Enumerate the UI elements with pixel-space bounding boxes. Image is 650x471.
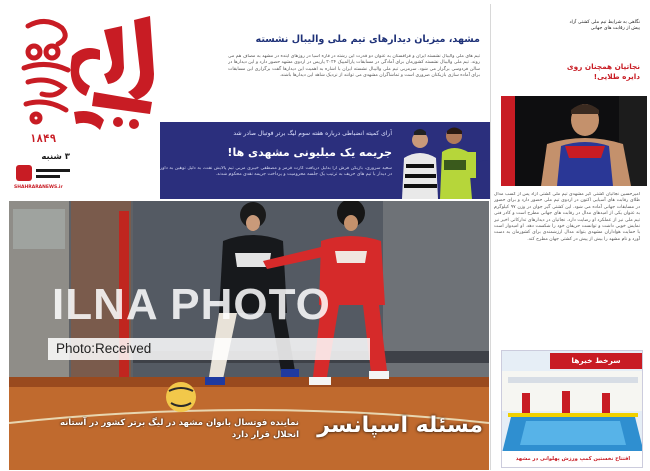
wrestling-intro: نگاهی به شرایط تیم ملی کشتی آزاد پیش از رقابت های جهانی [569,20,640,32]
top-story-body: تیم های ملی والیبال نشسته ایران و قزاقستان به عنوان دو قدرت این رشته در قاره آسیا در روزهای آینده در مشهد به مصاف هم می روند. تیم ملی والیبال نشسته کشورمان برای آمادگی در مسابقات پارالمپیک ۲۰۲۴ پاریس در اردوی مشهد حضور دارد و این دیدارها در سالن فردوسی برگزار می شود. سرمربی تیم ملی والیبال نشسته ایران با اشاره به اهمیت این دیدارها گفت برگزاری این مسابقات برای آماده سازی بازیکنان ضروری است و تماشاگران مشهدی می توانند از نزدیک شاهد این دیدارها باشند. [228,54,480,79]
discipline-headline: جریمه یک میلیونی مشهدی ها! [227,146,392,159]
wrestling-headline: نجاتیان همچنان روی دایره طلایی! [566,62,640,81]
watermark-title: ILNA PHOTO [52,280,331,329]
wrestling-body: امیرحسین نجاتیان کشتی گیر مشهدی تیم ملی کشتی آزاد پس از کسب مدال طلای رقابت های آسیایی اکنون در اردوی تیم ملی حضور دارد و برای حضور در مسابقات جهانی آماده می شود. این کشتی گیر جوان در وزن ۹۷ کیلوگرم به عنوان یکی از امیدهای مدال در رقابت های جهانی مطرح است و کادر فنی تیم ملی نیز از عملکرد او رضایت دارد. نجاتیان در دیدارهای تدارکاتی اخیر نیز نمایش خوبی داشت و توانست حریفان خود را شکست دهد. او امیدوار است با حمایت هواداران مشهدی بتواند مدال ارزشمندی برای کشورمان به دست آورد و نام مشهد را بیش از پیش در کشتی جهان مطرح کند. [494,192,640,242]
wrestler-photo [501,96,647,186]
logo-wordmark-icon [64,16,160,136]
sports-news-panel [501,350,643,468]
right-column [490,4,646,470]
discipline-story-band [160,122,490,199]
discipline-kicker: آرای کمیته انضباطی درباره هفته سوم لیگ برتر فوتبال صادر شد [233,130,392,137]
top-story [160,4,490,120]
futsal-subheadline: نماینده فوتسال بانوان مشهد در لیگ برتر کشور در آستانه انحلال قرار دارد [59,418,299,440]
futsal-headline: مسئله اسپانسر [317,413,483,438]
watermark-credit: Photo:Received [56,341,152,356]
sports-headlines-badge: سرخط خبرها [550,353,642,369]
date-badges-icon [16,164,72,182]
discipline-body: سعید سروری، بازیکن فرش آرا بدلیل دریافت کارت قرمز و مصطفی خیبری مربی تیم پالایش نفت، به دلیل توهین به داور در دیدار با تیم های حریف به ترتیب یک جلسه محرومیت و پرداخت جریمه نقدی محکوم شدند. [160,166,392,178]
sports-caption: افتتاح نخستین کمپ ورزش پهلوانی در مشهد [502,451,643,467]
issue-number: ۱۸۴۹ [29,132,57,145]
issue-day: ۳ شنبه [41,152,70,162]
watermark-credit-box [48,338,370,360]
masthead [4,4,160,200]
website-label: SHAHRARANEWS.ir [14,185,63,190]
top-story-headline: مشهد، میزبان دیدارهای تیم ملی والیبال نشسته [255,34,480,45]
photo-watermark [48,280,368,360]
futsal-banner [17,413,489,463]
referee-player-photo [392,122,490,199]
